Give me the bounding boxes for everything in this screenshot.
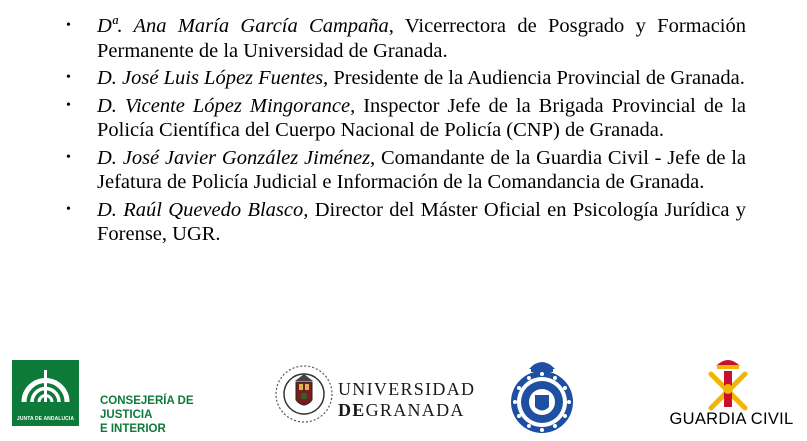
ugr-de-label: DE <box>338 400 366 420</box>
person-name: D. José Luis López Fuentes, <box>97 67 329 89</box>
policia-nacional-logo <box>505 355 579 435</box>
ugr-granada-label: GRANADA <box>365 400 465 420</box>
policia-badge-icon <box>505 355 579 435</box>
consejeria-line-1: CONSEJERÍA DE JUSTICIA <box>100 395 194 421</box>
consejeria-label <box>100 394 240 436</box>
universidad-granada-logo <box>274 362 476 428</box>
ugr-line-1: UNIVERSIDAD <box>338 379 476 399</box>
ugr-seal-icon <box>274 364 334 424</box>
guardia-civil-label: GUARDIA CIVIL <box>669 410 794 428</box>
person-role: , Inspector Jefe de la Brigada Provincial de la Policía Científica del Cuerpo Nacional de Policía (CNP) de Granada. <box>97 94 747 141</box>
person-role: , Vicerrectora de Posgrado y Formación Permanente de la Universidad de Granada. <box>97 15 746 62</box>
person-name: D. Vicente López Mingorance <box>97 94 351 117</box>
person-name: Dª. Ana María García Campaña <box>97 15 389 37</box>
person-role: Director del Máster Oficial en Psicología Jurídica y Forense, UGR. <box>97 198 746 245</box>
junta-andalucia-logo <box>12 360 226 435</box>
bullet-icon: • <box>66 201 71 217</box>
person-name: D. José Javier González Jiménez, <box>97 146 376 169</box>
person-role: Comandante de la Guardia Civil - Jefe de la Jefatura de Policía Judicial e Información de la Comandancia de Granada. <box>97 146 746 193</box>
consejeria-line-2: E INTERIOR <box>100 423 166 435</box>
logo-strip <box>0 352 807 441</box>
person-name: D. Raúl Quevedo Blasco, <box>97 198 309 221</box>
junta-emblem-icon <box>12 360 79 426</box>
list-item <box>0 198 746 247</box>
attendee-list <box>0 14 807 250</box>
bullet-icon: • <box>66 97 71 113</box>
guardia-civil-emblem-icon <box>703 354 753 412</box>
bullet-icon: • <box>66 70 71 85</box>
bullet-icon: • <box>66 149 71 165</box>
ugr-line-2 <box>338 400 465 421</box>
junta-caption: JUNTA DE ANDALUCIA <box>16 416 75 422</box>
list-item <box>0 66 746 91</box>
bullet-icon: • <box>66 18 71 33</box>
list-item <box>0 14 746 63</box>
list-item <box>0 146 746 195</box>
guardia-civil-logo <box>660 354 800 436</box>
person-role: Presidente de la Audiencia Provincial de Granada. <box>328 67 745 89</box>
list-item <box>0 94 746 143</box>
